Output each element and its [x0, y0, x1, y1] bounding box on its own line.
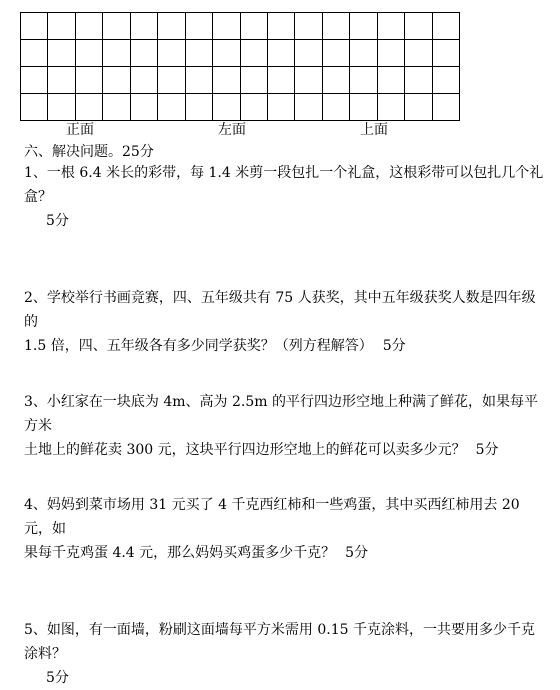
grid-cell: [322, 94, 349, 121]
question-4-text: 4、妈妈到菜市场用 31 元买了 4 千克西红柿和一些鸡蛋，其中买西红柿用去 20 元，如: [24, 497, 520, 537]
grid-cell: [213, 40, 240, 67]
grid-cell: [322, 67, 349, 94]
grid-cell: [21, 67, 48, 94]
grid-cell: [21, 13, 48, 40]
grid-row: [21, 94, 460, 121]
question-2-text: 2、学校举行书画竞赛，四、五年级共有 75 人获奖，其中五年级获奖人数是四年级的: [24, 290, 536, 330]
question-4-text-cont: 果每千克鸡蛋 4.4 元，那么妈妈买鸡蛋多少千克？: [24, 545, 336, 561]
question-1: [24, 161, 544, 233]
question-3-text: 3、小红家在一块底为 4m、高为 2.5m 的平行四边形空地上种满了鲜花，如果每平方米: [24, 394, 538, 434]
grid-row: [21, 40, 460, 67]
question-2-text-cont: 1.5 倍，四、五年级各有多少同学获奖？（列方程解答）: [24, 338, 373, 354]
grid-cell: [130, 40, 157, 67]
grid-cell: [295, 13, 322, 40]
grid-cell: [130, 13, 157, 40]
grid-cell: [185, 67, 212, 94]
question-5-score: 5分: [46, 670, 69, 686]
grid-row: [21, 67, 460, 94]
grid-cell: [103, 94, 130, 121]
grid-cell: [75, 40, 102, 67]
grid-cell: [185, 13, 212, 40]
grid-cell: [267, 40, 294, 67]
grid-cell: [295, 67, 322, 94]
grid-cell: [130, 94, 157, 121]
question-1-score: 5分: [46, 213, 69, 229]
grid-row: [21, 13, 460, 40]
grid-cell: [48, 67, 75, 94]
answer-grid: [20, 12, 460, 121]
grid-cell: [48, 13, 75, 40]
question-2: [24, 286, 544, 358]
question-1-text: 1、一根 6.4 米长的彩带，每 1.4 米剪一段包扎一个礼盒，这根彩带可以包扎几个礼盒？: [24, 165, 544, 205]
grid-cell: [405, 40, 432, 67]
grid-cell: [48, 94, 75, 121]
question-5-text: 5、如图，有一面墙，粉刷这面墙每平方米需用 0.15 千克涂料，一共要用多少千克涂料？: [24, 622, 535, 662]
grid-cell: [295, 94, 322, 121]
grid-cell: [405, 67, 432, 94]
grid-cell: [240, 13, 267, 40]
grid-cell: [350, 13, 377, 40]
grid-cell: [158, 40, 185, 67]
grid-cell: [185, 94, 212, 121]
question-3-score: 5分: [475, 442, 499, 458]
question-5: [24, 618, 544, 690]
grid-cell: [405, 94, 432, 121]
grid-cell: [377, 67, 404, 94]
grid-cell: [185, 40, 212, 67]
grid-cell: [295, 40, 322, 67]
grid-cell: [377, 13, 404, 40]
grid-cell: [322, 13, 349, 40]
question-3-text-cont: 土地上的鲜花卖 300 元，这块平行四边形空地上的鲜花可以卖多少元？: [24, 442, 466, 458]
front-view-label: 正面: [66, 122, 94, 138]
grid-cell: [158, 67, 185, 94]
grid-cell: [377, 40, 404, 67]
grid-cell: [158, 13, 185, 40]
grid-cell: [350, 40, 377, 67]
grid-cell: [432, 94, 459, 121]
grid-cell: [240, 40, 267, 67]
grid-cell: [75, 94, 102, 121]
grid-cell: [405, 13, 432, 40]
question-2-score: 5分: [382, 338, 406, 354]
grid-cell: [103, 13, 130, 40]
grid-cell: [432, 40, 459, 67]
grid-cell: [240, 67, 267, 94]
left-view-label: 左面: [218, 122, 246, 138]
grid-cell: [350, 67, 377, 94]
top-view-label: 上面: [360, 122, 388, 138]
grid-cell: [213, 13, 240, 40]
grid-cell: [213, 94, 240, 121]
grid-cell: [432, 67, 459, 94]
grid-cell: [21, 94, 48, 121]
section-title: 六、解决问题。25分: [24, 144, 154, 160]
grid-cell: [267, 94, 294, 121]
grid-cell: [377, 94, 404, 121]
grid-cell: [350, 94, 377, 121]
grid-cell: [130, 67, 157, 94]
question-3: [24, 390, 544, 462]
grid-cell: [75, 67, 102, 94]
grid-cell: [432, 13, 459, 40]
question-4-score: 5分: [345, 545, 369, 561]
grid-cell: [75, 13, 102, 40]
grid-cell: [213, 67, 240, 94]
grid-cell: [103, 40, 130, 67]
grid-cell: [240, 94, 267, 121]
grid-cell: [21, 40, 48, 67]
grid-cell: [158, 94, 185, 121]
grid-cell: [48, 40, 75, 67]
grid-cell: [267, 67, 294, 94]
grid-cell: [322, 40, 349, 67]
grid-cell: [267, 13, 294, 40]
question-4: [24, 493, 544, 565]
grid-cell: [103, 67, 130, 94]
